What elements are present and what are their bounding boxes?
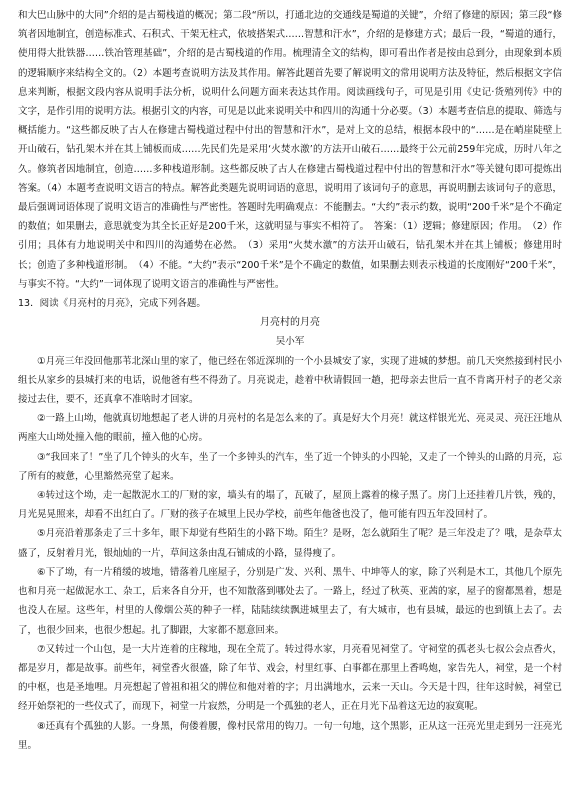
story-title: 月亮村的月亮: [260, 317, 320, 329]
question-heading: 13．阅读《月亮村的月亮》，完成下列各题。: [18, 298, 206, 310]
story-author: 吴小军: [275, 336, 305, 348]
story-paragraph-7: ⑦又转过一个山包，是一大片连着的庄稼地，现在全荒了。转过得水家，月亮看见祠堂了。守祠堂的孤老头七叔公会点香火，都是岁月，都是故事。前些年，祠堂香火很盛，除了年节、戏会，村里红事、白事都在那里上香鸣炮，家告先人，祠堂，是一个村的中枢，也是圣地哩。月亮想起了曾祖和祖父的牌位和他对着的字；月出满地水，云来一天山。今天是十四，往年这时候，祠堂已经开始祭祀的一些仪式了，而现下，祠堂一片寂然，分明是一个孤独的老人，正在月光下品着这无边的寂寞呢。: [18, 643, 562, 713]
story-paragraph-5: ⑤月亮沿着那条走了三十多年，眼下却觉有些陌生的小路下坳。陌生？是呀，怎么就陌生了呢？是三年没走了？哦，是杂草太盛了，反射着月光，银灿灿的一片，草间这条由乱石铺成的小路，显得瘦了。: [18, 528, 562, 559]
story-paragraph-8: ⑧还真有个孤独的人影。一身黑，佝偻着腰，像村民常用的钩刀。一句一句地，这个黑影，正从这一汪亮光里走到另一汪亮光里。: [18, 720, 562, 751]
story-paragraph-6: ⑥下了坳，有一片稍缓的坡地，错落着几座屋子，分别是广发、兴利、黑牛、中坤等人的家，除了兴利是木工，其他几个原先也和月亮一起做泥水工、杂工，后来各自分开，也不知散落到哪处去了。一路上，经过了秋英、亚茜的家，屋子的窗都黑着，想是也没人在屋。这些年，村里的人像烟公英的种子一样，陆陆续续飘进城里去了，有大城市，也有县城，最远的也到镇上去了。去了，也很少回来，也很少想起。扎了脚跟，大家都不愿意回来。: [18, 566, 562, 636]
story-paragraph-1: ①月亮三年没回他那苇北深山里的家了，他已经在邻近深圳的一个小县城安了家，实现了进城的梦想。前几天突然接到村民小组长从家乡的县城打来的电话，说他爸有些不得劲了。月亮说走，趁着中秋请假回一趟，把母亲去世后一直不肯离开村子的老父亲接过去住，要不，还真拿不准啥时才回家。: [18, 355, 562, 406]
story-paragraph-2: ②一路上山坳，他就真切地想起了老人讲的月亮村的名是怎么来的了。真是好大个月亮！就这样银光光、亮灵灵、亮汪汪地从两座大山坳处撞入他的眼前，撞入他的心房。: [18, 413, 562, 444]
story-paragraph-4: ④转过这个坳，走一起散泥水工的厂财的家，墙头有的塌了，瓦破了，屋顶上露着的椽子黑了。房门上还挂着几片铁，残的，月光晃晃照来，却看不出红白了。厂财的孩子在城里上民办学校，前些年他爸也没了，他可能有四五年没回村了。: [18, 490, 562, 521]
answer-analysis-paragraph: 和大巴山脉中的大同”介绍的是古蜀栈道的概况；第二段“所以，打通北边的交通线是蜀道的关键”，介绍了修建的原因；第三段“修筑者因地制宜，创造标准式、石积式、干架无柱式，依坡搭架式……智慧和汗水”，介绍的是修建方式；最后一段，“蜀道的通行，使用得大批铁器……铁冶管理基础”，介绍的是古蜀栈道的作用。梳理清全文的结构，即可看出作者是按由总到分，由现象到本质的逻辑顺序来结构全文的。（2）本题考查说明方法及其作用。解答此题首先要了解说明文的常用说明方法及特征，然后根据文字信息来判断，根据文段内容从说明手法分析，说明什么问题方面来表达其作用。阅读画线句子，可见是引用《史记·货殖列传》中的文字，是作引用的说明方法。根据引文的内容，可见是以此来说明关中和四川的沟通十分必要。（3）本题考查信息的提取、筛选与概括能力。“这些都反映了古人在修建古蜀栈道过程中付出的智慧和汗水”，是对上文的总结，根据本段中的“……是在峭崖陡壁上开山破石，钻孔架木并在其上铺板而成……先民们先是采用‘火焚水激’的方法开山破石……最终于公元前259年完成，历时八年之久。修筑者因地制宜，创造……多种栈道形制。这些都反映了古人在修建古蜀栈道过程中付出的智慧和汗水”等关键句即可提炼出答案。（4）本题考查说明文语言的特点。解答此类题先说明词语的意思，说明用了该词句子的意思，再说明删去该词句子的意思，最后强调词语体现了说明文语言的准确性与严密性。答题时先明确观点：不能删去。“大约”表示约数，说明“200千米”是个不确定的数值；如果删去，意思就变为其全长正好是200千米，这就明显与事实不相符了。 答案：（1）逻辑；修建原因；作用。 （2）作引用；具体有力地说明关中和四川的沟通势在必然。 （3）采用“火焚水激”的方法开山破石，钻孔架木并在其上铺板；修建用时长；创造了多种栈道形制。 （4）不能。“大约”表示“200千米”是个不确定的数值，如果删去则表示栈道的长度刚好“200千米”，与事实不符。“大约”一词体现了说明文语言的准确性与严密性。: [18, 10, 562, 290]
story-paragraph-3: ③“我回来了！”坐了几个钟头的火车，坐了一个多钟头的汽车，坐了近一个钟头的小四轮，又走了一个钟头的山路的月亮，忘了所有的疲惫，心里豁然亮堂了起来。: [18, 451, 562, 482]
